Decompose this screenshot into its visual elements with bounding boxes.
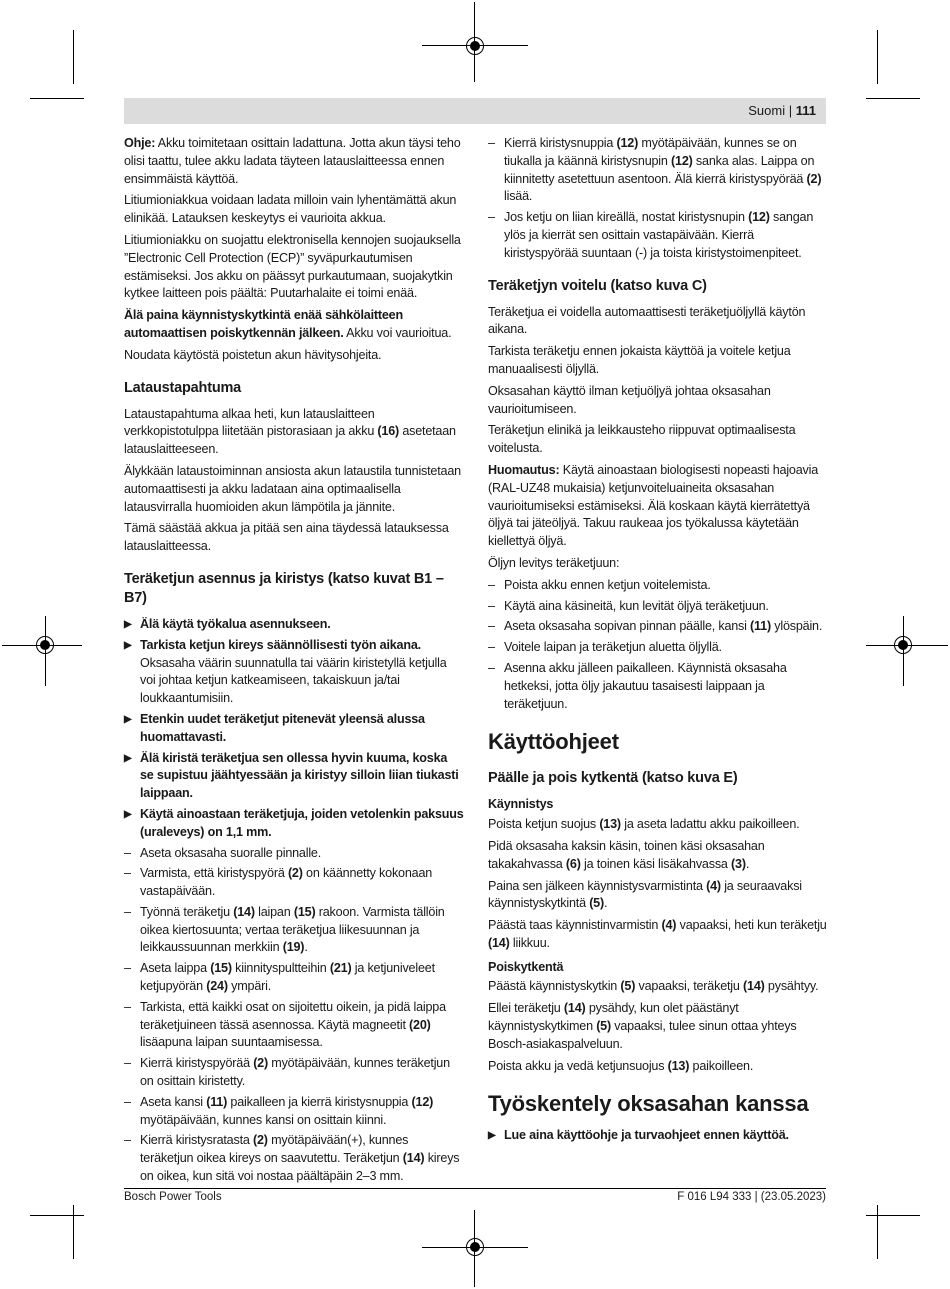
warning-item: ▶ Etenkin uudet teräketjut pitenevät yleensä alussa huomattavasti.	[124, 711, 425, 744]
list-item: – Tarkista, että kaikki osat on sijoitettu oikein, ja pidä laippa teräketjuineen tässä asennossa. Käytä magneetit (20) lisäapuna laipan suuntaamisessa.	[124, 999, 446, 1050]
list-item: – Käytä aina käsineitä, kun levität öljyä teräketjuun.	[488, 598, 769, 613]
warning-item: ▶ Tarkista ketjun kireys säännöllisesti työn aikana. Oksasaha väärin suunnatulla tai väärin kiristetyllä ketjulla voi johtaa ketjun katkeamiseen, takaiskuun ja/tai loukkaantumisiin.	[124, 637, 447, 706]
paragraph: Pidä oksasaha kaksin käsin, toinen käsi oksasahan takakahvassa (6) ja toinen käsi lisäkahvassa (3).	[488, 838, 765, 871]
warning-item: ▶ Älä kiristä teräketjua sen ollessa hyvin kuuma, koska se supistuu jäähtyessään ja kiristyy silloin liian tiukasti laippaan.	[124, 750, 459, 801]
warning-item: ▶ Älä käytä työkalua asennukseen.	[124, 616, 464, 634]
paragraph: Älä paina käynnistyskytkintä enää sähkölaitteen automaattisen poiskytkennän jälkeen. Akku voi vaurioitua.	[124, 308, 452, 340]
paragraph: Litiumioniakkua voidaan ladata milloin vain lyhentämättä akun elinikää. Latauksen keskeytys ei vaurioita akkua.	[124, 193, 457, 226]
right-column	[488, 135, 828, 1148]
paragraph: Oksasahan käyttö ilman ketjuöljyä johtaa oksasahan vaurioitumiseen.	[488, 383, 771, 416]
crop-mark	[30, 1215, 84, 1216]
registration-mark-icon	[36, 636, 54, 654]
crop-mark	[877, 30, 878, 84]
paragraph: Poista akku ja vedä ketjunsuojus (13) paikoilleen.	[488, 1058, 754, 1073]
section-heading: Lataustapahtuma	[124, 379, 242, 396]
page-header	[124, 98, 826, 124]
paragraph: Noudata käytöstä poistetun akun hävitysohjeita.	[124, 347, 382, 362]
list-item: – Kierrä kiristysratasta (2) myötäpäivään(+), kunnes teräketjun oikea kireys on saavutettu. Teräketjun (14) kireys on oikea, kun sitä voi nostaa päältäpäin 2–3 mm.	[124, 1133, 460, 1184]
left-column	[124, 135, 464, 1189]
paragraph: Teräketjua ei voidella automaattisesti teräketjuöljyllä käytön aikana.	[488, 304, 806, 337]
list-item: – Aseta laippa (15) kiinnityspultteihin (21) ja ketjuniveleet ketjupyörän (24) ympäri.	[124, 961, 435, 994]
chapter-heading: Käyttöohjeet	[488, 729, 619, 755]
registration-mark-icon	[894, 636, 912, 654]
paragraph: Teräketjun elinikä ja leikkausteho riippuvat optimaalisesta voitelusta.	[488, 423, 796, 456]
paragraph: Päästä käynnistyskytkin (5) vapaaksi, teräketju (14) pysähtyy.	[488, 979, 819, 994]
section-heading: Teräketjun asennus ja kiristys (katso kuvat B1 – B7)	[124, 570, 444, 606]
list-item: – Aseta oksasaha suoralle pinnalle.	[124, 845, 322, 860]
paragraph: Tarkista teräketju ennen jokaista käyttöä ja voitele ketjua manuaalisesti öljyllä.	[488, 344, 791, 376]
paragraph: Litiumioniakku on suojattu elektronisella kennojen suojauksella ”Electronic Cell Protection (ECP)” syväpurkautumisen estämiseksi. Jos akku on päässyt purkautumaan, suojakytkin kytkee laitteen pois päältä: Puutarhalaite ei toimi enää.	[124, 232, 461, 301]
subsection-heading: Poiskytkentä	[488, 959, 564, 974]
list-item: – Aseta kansi (11) paikalleen ja kierrä kiristysnuppia (12) myötäpäivään, kunnes kansi on osittain kiinni.	[124, 1094, 434, 1127]
paragraph: Paina sen jälkeen käynnistysvarmistinta (4) ja seuraavaksi käynnistyskytkintä (5).	[488, 878, 802, 911]
triangle-right-icon: ▶	[124, 618, 132, 630]
paragraph: Ellei teräketju (14) pysähdy, kun olet päästänyt käynnistyskytkimen (5) vapaaksi, tulee sinun ottaa yhteys Bosch-asiakaspalveluun.	[488, 1001, 797, 1051]
list-item: – Voitele laipan ja teräketjun aluetta öljyllä.	[488, 640, 722, 655]
subsection-heading: Käynnistys	[488, 797, 554, 812]
list-item: – Kierrä kiristysnuppia (12) myötäpäivään, kunnes se on tiukalla ja käännä kiristysnupin (12) sanka alas. Laippa on kiinnitetty asetettuun asentoon. Älä kierrä kiristyspyörää (2) lisää.	[488, 136, 822, 204]
list-item: – Aseta oksasaha sopivan pinnan päälle, kansi (11) ylöspäin.	[488, 619, 823, 634]
registration-mark-icon	[466, 37, 484, 55]
paragraph: Älykkään lataustoiminnan ansiosta akun lataustila tunnistetaan automaattisesti ja akku ladataan aina optimaalisella latausvirralla huomioiden akun lämpötila ja jännite.	[124, 463, 461, 514]
triangle-right-icon: ▶	[488, 1130, 496, 1142]
page-number: 111	[795, 103, 816, 118]
chapter-heading: Työskentely oksasahan kanssa	[488, 1091, 809, 1117]
header-label: Suomi | 111	[748, 103, 816, 118]
paragraph: Päästä taas käynnistinvarmistin (4) vapaaksi, heti kun teräketju (14) liikkuu.	[488, 918, 827, 950]
crop-mark	[73, 30, 74, 84]
crop-mark	[866, 1215, 920, 1216]
triangle-right-icon: ▶	[124, 713, 132, 725]
warning-item: ▶ Käytä ainoastaan teräketjuja, joiden vetolenkin paksuus (uraleveys) on 1,1 mm.	[124, 806, 464, 839]
list-item: – Varmista, että kiristyspyörä (2) on käännetty kokonaan vastapäivään.	[124, 866, 433, 899]
list-item: – Jos ketju on liian kireällä, nostat kiristysnupin (12) sangan ylös ja kierrät sen osittain vastapäivään. Kierrä kiristyspyörää suuntaan (-) ja toista kiristystoimenpiteet.	[488, 210, 814, 260]
paragraph: Huomautus: Käytä ainoastaan biologisesti nopeasti hajoavia (RAL-UZ48 mukaisia) ketjunvoiteluaineita oksasahan vaurioitumiseksi estämiseksi. Älä koskaan käytä kierrätettyä öljyä tai jäteöljyä. Takuu raukeaa jos työkalussa käytetään kiellettyä öljyä.	[488, 462, 819, 549]
triangle-right-icon: ▶	[124, 808, 132, 820]
crop-mark	[877, 1205, 878, 1259]
triangle-right-icon: ▶	[124, 639, 132, 651]
paragraph: Poista ketjun suojus (13) ja aseta ladattu akku paikoilleen.	[488, 817, 800, 832]
crop-mark	[73, 1205, 74, 1259]
footer-brand: Bosch Power Tools	[124, 1191, 222, 1203]
paragraph: Tämä säästää akkua ja pitää sen aina täydessä latauksessa latauslaitteessa.	[124, 521, 449, 554]
warning-item: ▶ Lue aina käyttöohje ja turvaohjeet ennen käyttöä.	[488, 1127, 828, 1145]
crop-mark	[30, 98, 84, 99]
registration-mark-icon	[466, 1238, 484, 1256]
crop-mark	[866, 98, 920, 99]
footer-doc-id: F 016 L94 333 | (23.05.2023)	[677, 1191, 826, 1203]
list-item: – Työnnä teräketju (14) laipan (15) rakoon. Varmista tällöin oikea kiertosuunta; vertaa teräketjua liikesuunnan ja leikkaussuunnan merkkiin (19).	[124, 904, 445, 955]
footer-rule	[124, 1188, 826, 1189]
section-heading: Päälle ja pois kytkentä (katso kuva E)	[488, 770, 738, 787]
paragraph: Öljyn levitys teräketjuun:	[488, 555, 620, 570]
paragraph: Ohje: Akku toimitetaan osittain ladattuna. Jotta akun täysi teho olisi taattu, tulee akku ladata täyteen latauslaitteessa ennen ensimmäistä käyttöä.	[124, 136, 461, 186]
section-heading: Teräketjyn voitelu (katso kuva C)	[488, 277, 707, 294]
triangle-right-icon: ▶	[124, 752, 132, 764]
list-item: – Kierrä kiristyspyörää (2) myötäpäivään, kunnes teräketjun on osittain kiristetty.	[124, 1056, 450, 1089]
list-item: – Asenna akku jälleen paikalleen. Käynnistä oksasaha hetkeksi, jotta öljy jakautuu tasaisesti laippaan ja teräketjuun.	[488, 660, 787, 711]
paragraph: Lataustapahtuma alkaa heti, kun latauslaitteen verkkopistotulppa liitetään pistorasiaan ja akku (16) asetetaan latauslaitteeseen.	[124, 406, 456, 457]
list-item: – Poista akku ennen ketjun voitelemista.	[488, 577, 711, 592]
header-language: Suomi	[748, 103, 786, 118]
